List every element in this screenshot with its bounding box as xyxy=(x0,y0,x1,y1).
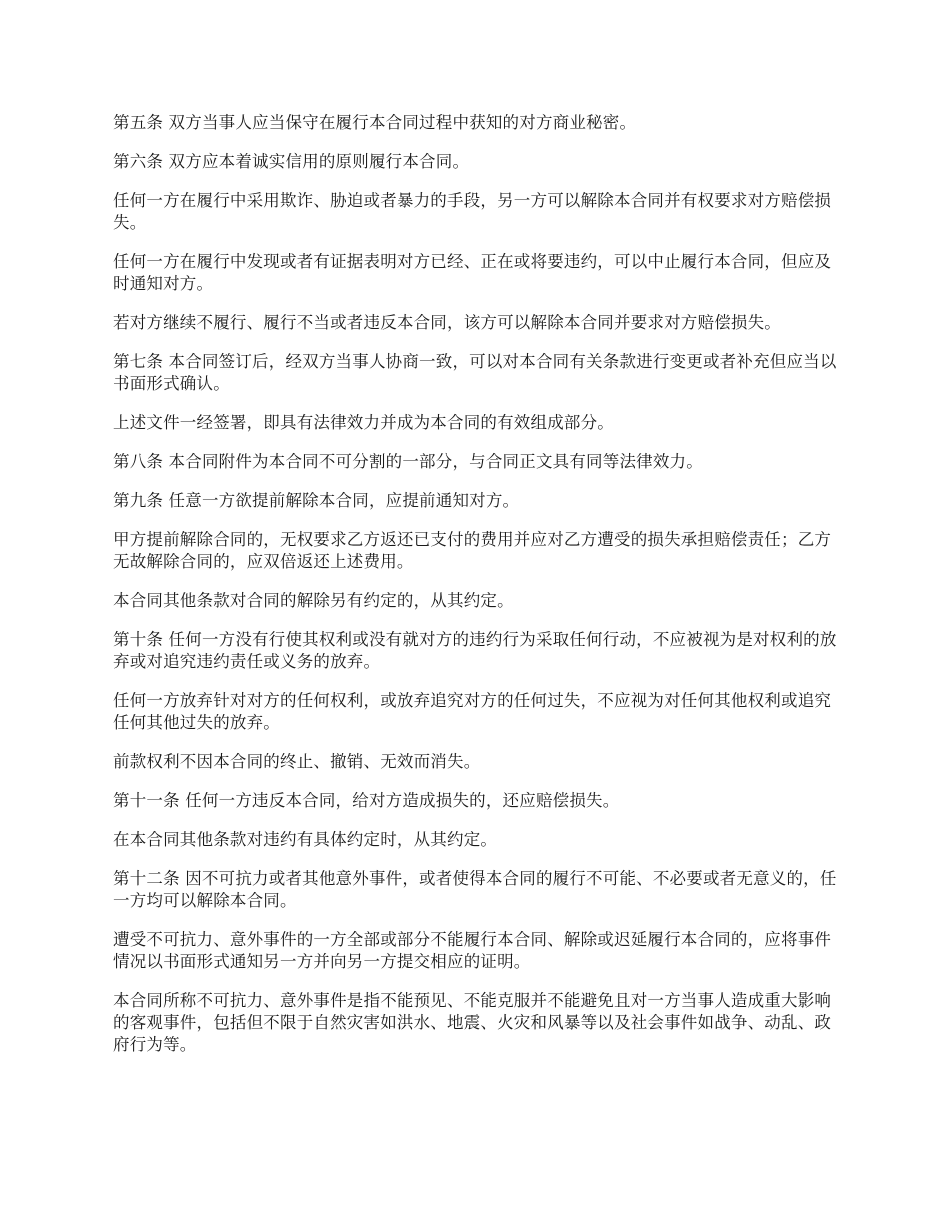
clause-10-waiver: 第十条 任何一方没有行使其权利或没有就对方的违约行为采取任何行动，不应被视为是对权利的放弃或对追究违约责任或义务的放弃。 xyxy=(113,630,837,671)
clause-5-confidentiality: 第五条 双方当事人应当保守在履行本合同过程中获知的对方商业秘密。 xyxy=(113,113,637,132)
clause-12-definition: 本合同所称不可抗力、意外事件是指不能预见、不能克服并不能避免且对一方当事人造成重大影响的客观事件，包括但不限于自然灾害如洪水、地震、火灾和风暴等以及社会事件如战争、动乱、政府行为等。 xyxy=(113,991,832,1054)
clause-6-suspend: 任何一方在履行中发现或者有证据表明对方已经、正在或将要违约，可以中止履行本合同，但应及时通知对方。 xyxy=(113,252,832,293)
document-page xyxy=(113,112,843,1073)
clause-7-amendment: 第七条 本合同签订后，经双方当事人协商一致，可以对本合同有关条款进行变更或者补充但应当以书面形式确认。 xyxy=(113,352,837,393)
clause-11-damages: 第十一条 任何一方违反本合同，给对方造成损失的，还应赔偿损失。 xyxy=(113,791,620,810)
clause-8-annex: 第八条 本合同附件为本合同不可分割的一部分，与合同正文具有同等法律效力。 xyxy=(113,452,703,471)
clause-9-early-termination: 第九条 任意一方欲提前解除本合同，应提前通知对方。 xyxy=(113,491,520,510)
clause-12-notice: 遭受不可抗力、意外事件的一方全部或部分不能履行本合同、解除或迟延履行本合同的，应将事件情况以书面形式通知另一方并向另一方提交相应的证明。 xyxy=(113,930,832,971)
clause-6-terminate: 若对方继续不履行、履行不当或者违反本合同，该方可以解除本合同并要求对方赔偿损失。 xyxy=(113,313,781,332)
clause-12-force-majeure: 第十二条 因不可抗力或者其他意外事件，或者使得本合同的履行不可能、不必要或者无意义的，任一方均可以解除本合同。 xyxy=(113,869,837,910)
clause-6-fraud: 任何一方在履行中采用欺诈、胁迫或者暴力的手段，另一方可以解除本合同并有权要求对方赔偿损失。 xyxy=(113,191,832,232)
clause-11-other: 在本合同其他条款对违约有具体约定时，从其约定。 xyxy=(113,830,498,849)
clause-10-survival: 前款权利不因本合同的终止、撤销、无效而消失。 xyxy=(113,752,481,771)
clause-9-other: 本合同其他条款对合同的解除另有约定的，从其约定。 xyxy=(113,591,514,610)
clause-10-waiver-specific: 任何一方放弃针对对方的任何权利，或放弃追究对方的任何过失，不应视为对任何其他权利或追究任何其他过失的放弃。 xyxy=(113,691,832,732)
clause-9-refund: 甲方提前解除合同的，无权要求乙方返还已支付的费用并应对乙方遭受的损失承担赔偿责任；乙方无故解除合同的，应双倍返还上述费用。 xyxy=(113,530,832,571)
clause-6-good-faith: 第六条 双方应本着诚实信用的原则履行本合同。 xyxy=(113,152,470,171)
clause-7-effect: 上述文件一经签署，即具有法律效力并成为本合同的有效组成部分。 xyxy=(113,413,614,432)
